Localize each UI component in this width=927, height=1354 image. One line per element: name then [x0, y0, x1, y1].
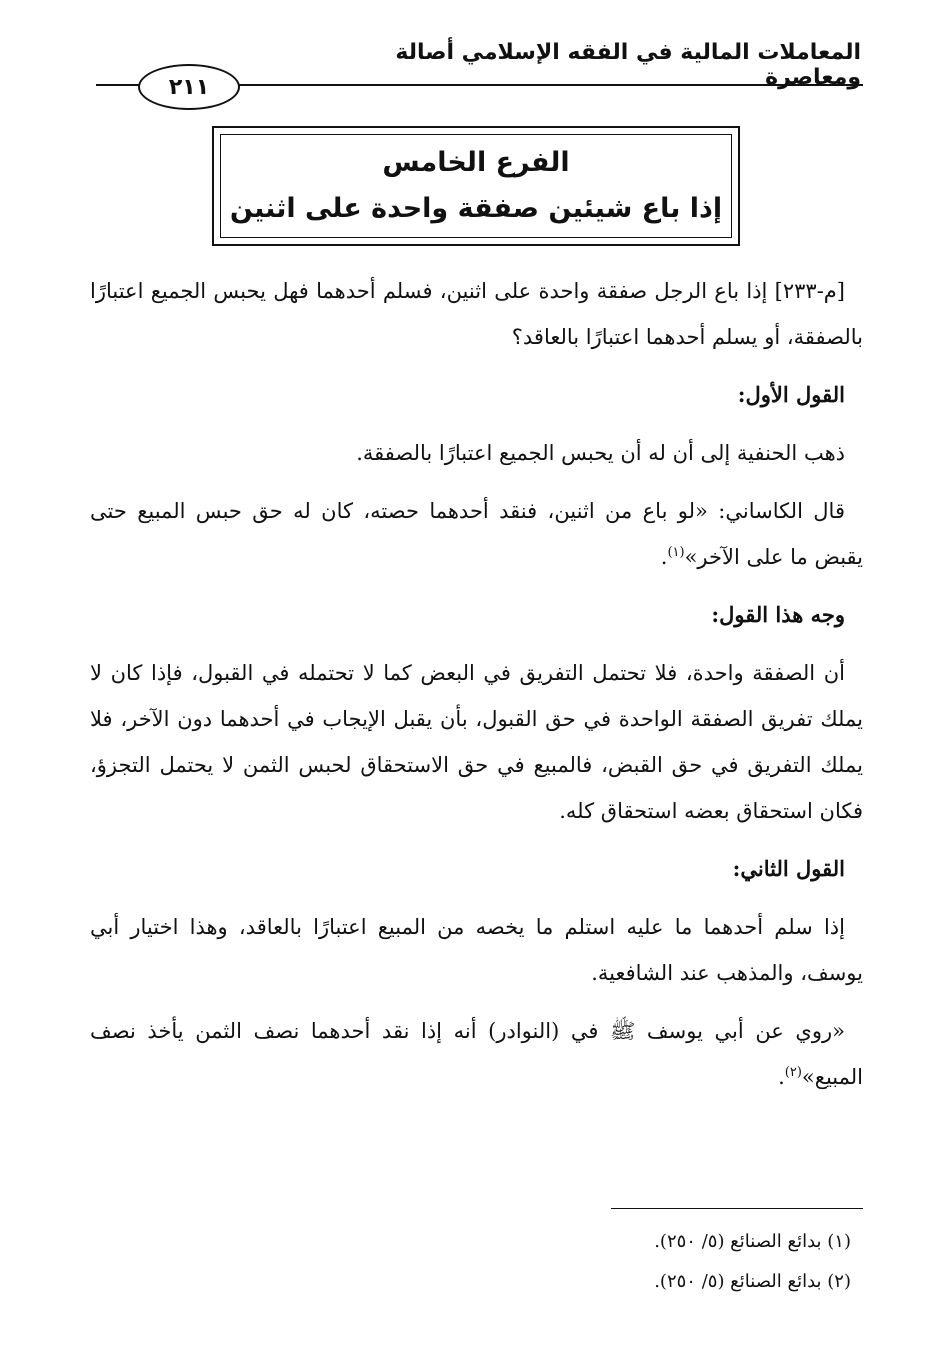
paragraph-kasani-quote: [90, 488, 863, 580]
footnote-2: (٢) بدائع الصنائع (٥/ ٢٥٠).: [654, 1271, 851, 1292]
paragraph-abu-yusuf: إذا سلم أحدهما ما عليه استلم ما يخصه من المبيع اعتبارًا بالعاقد، وهذا اختيار أبي يوسف، والمذهب عند الشافعية.: [90, 915, 863, 985]
quote-end: .: [778, 1065, 785, 1089]
nawadir-quote-text: «روي عن أبي يوسف ﷺ في (النوادر) أنه إذا نقد أحدهما نصف الثمن يأخذ نصف المبيع»: [90, 1019, 863, 1089]
footnote-rule: [611, 1208, 863, 1209]
footnote-ref-1: (١): [667, 545, 685, 560]
heading-first-opinion-reason: وجه هذا القول:: [711, 602, 845, 627]
section-title-box: [212, 126, 740, 246]
footnote-1: (١) بدائع الصنائع (٥/ ٢٥٠).: [654, 1231, 851, 1252]
kasani-quote-text: قال الكاساني: «لو باع من اثنين، فنقد أحدهما حصته، كان له حق حبس المبيع حتى يقبض ما على الآخر»: [90, 499, 863, 569]
footnote-ref-2: (٢): [784, 1065, 802, 1080]
heading-first-opinion: القول الأول:: [737, 382, 845, 407]
footnotes: [320, 1222, 863, 1302]
paragraph-question: [م-٢٣٣] إذا باع الرجل صفقة واحدة على اثنين، فسلم أحدهما فهل يحبس الجميع اعتبارًا بالصفقة، أو يسلم أحدهما اعتبارًا بالعاقد؟: [90, 279, 863, 349]
running-header-title: المعاملات المالية في الفقه الإسلامي أصالة ومعاصرة: [395, 40, 861, 90]
paragraph-reasoning: أن الصفقة واحدة، فلا تحتمل التفريق في البعض كما لا تحتمله في القبول، فإذا كان لا يملك تفريق الصفقة الواحدة في حق القبول، بأن يقبل الإيجاب في أحدهما دون الآخر، فلا يملك التفريق في حق القبض، فالمبيع في حق الاستحقاق لحبس الثمن لا يحتمل التجزؤ، فكان استحقاق بعضه استحقاق كله.: [90, 661, 863, 823]
paragraph-hanafi: ذهب الحنفية إلى أن له أن يحبس الجميع اعتبارًا بالصفقة.: [356, 441, 845, 465]
section-title-line2: إذا باع شيئين صفقة واحدة على اثنين: [229, 193, 723, 224]
section-title-frame: [220, 134, 732, 238]
paragraph-nawadir-quote: [90, 1008, 863, 1100]
main-text: [90, 268, 863, 1112]
heading-second-opinion: القول الثاني:: [732, 856, 845, 881]
section-title-line1: الفرع الخامس: [382, 147, 570, 178]
page-number: ٢١١: [138, 64, 240, 110]
quote-end: .: [660, 545, 668, 569]
